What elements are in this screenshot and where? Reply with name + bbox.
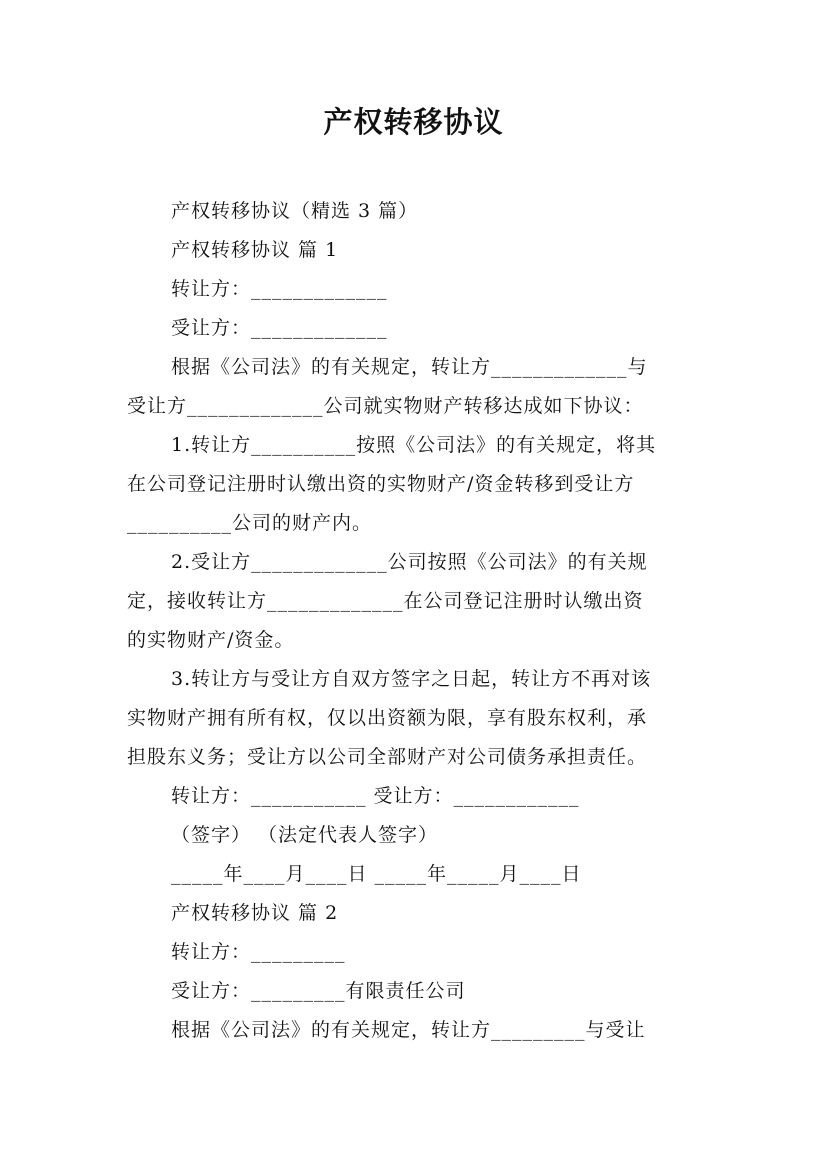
paragraph-line: 根据《公司法》的有关规定，转让方_____________与: [171, 356, 648, 378]
paragraph-line: 受让方_____________公司就实物财产转移达成如下协议：: [127, 395, 644, 417]
transferor-line: 转让方：_____________: [171, 278, 388, 300]
clause-1-line: 在公司登记注册时认缴出资的实物财产/资金转移到受让方: [127, 473, 635, 495]
clause-3-line: 担股东义务；受让方以公司全部财产对公司债务承担责任。: [127, 746, 648, 768]
signature-labels-line: （签字） （法定代表人签字）: [171, 824, 439, 846]
transferee-line: 受让方：_________有限责任公司: [171, 980, 466, 1002]
document-title: 产权转移协议: [323, 105, 504, 139]
clause-2-line: 的实物财产/资金。: [127, 629, 295, 651]
section-heading-2: 产权转移协议 篇 2: [171, 902, 339, 924]
clause-2-line: 定，接收转让方_____________在公司登记注册时认缴出资: [127, 590, 644, 612]
transferee-line: 受让方：_____________: [171, 317, 388, 339]
clause-1-line: __________公司的财产内。: [127, 512, 373, 534]
clause-2-line: 2.受让方_____________公司按照《公司法》的有关规: [171, 551, 648, 573]
transferor-line: 转让方：_________: [171, 941, 346, 963]
signature-parties-line: 转让方：___________ 受让方：____________: [171, 785, 580, 807]
signature-date-line: _____年____月____日 _____年_____月____日: [171, 863, 582, 885]
subtitle-line: 产权转移协议（精选 3 篇）: [171, 200, 419, 222]
clause-3-line: 3.转让方与受让方自双方签字之日起，转让方不再对该: [171, 668, 652, 690]
clause-3-line: 实物财产拥有所有权，仅以出资额为限，享有股东权利，承: [127, 707, 648, 729]
paragraph-line: 根据《公司法》的有关规定，转让方_________与受让: [171, 1019, 646, 1041]
clause-1-line: 1.转让方__________按照《公司法》的有关规定，将其: [171, 434, 657, 456]
section-heading-1: 产权转移协议 篇 1: [171, 239, 339, 261]
